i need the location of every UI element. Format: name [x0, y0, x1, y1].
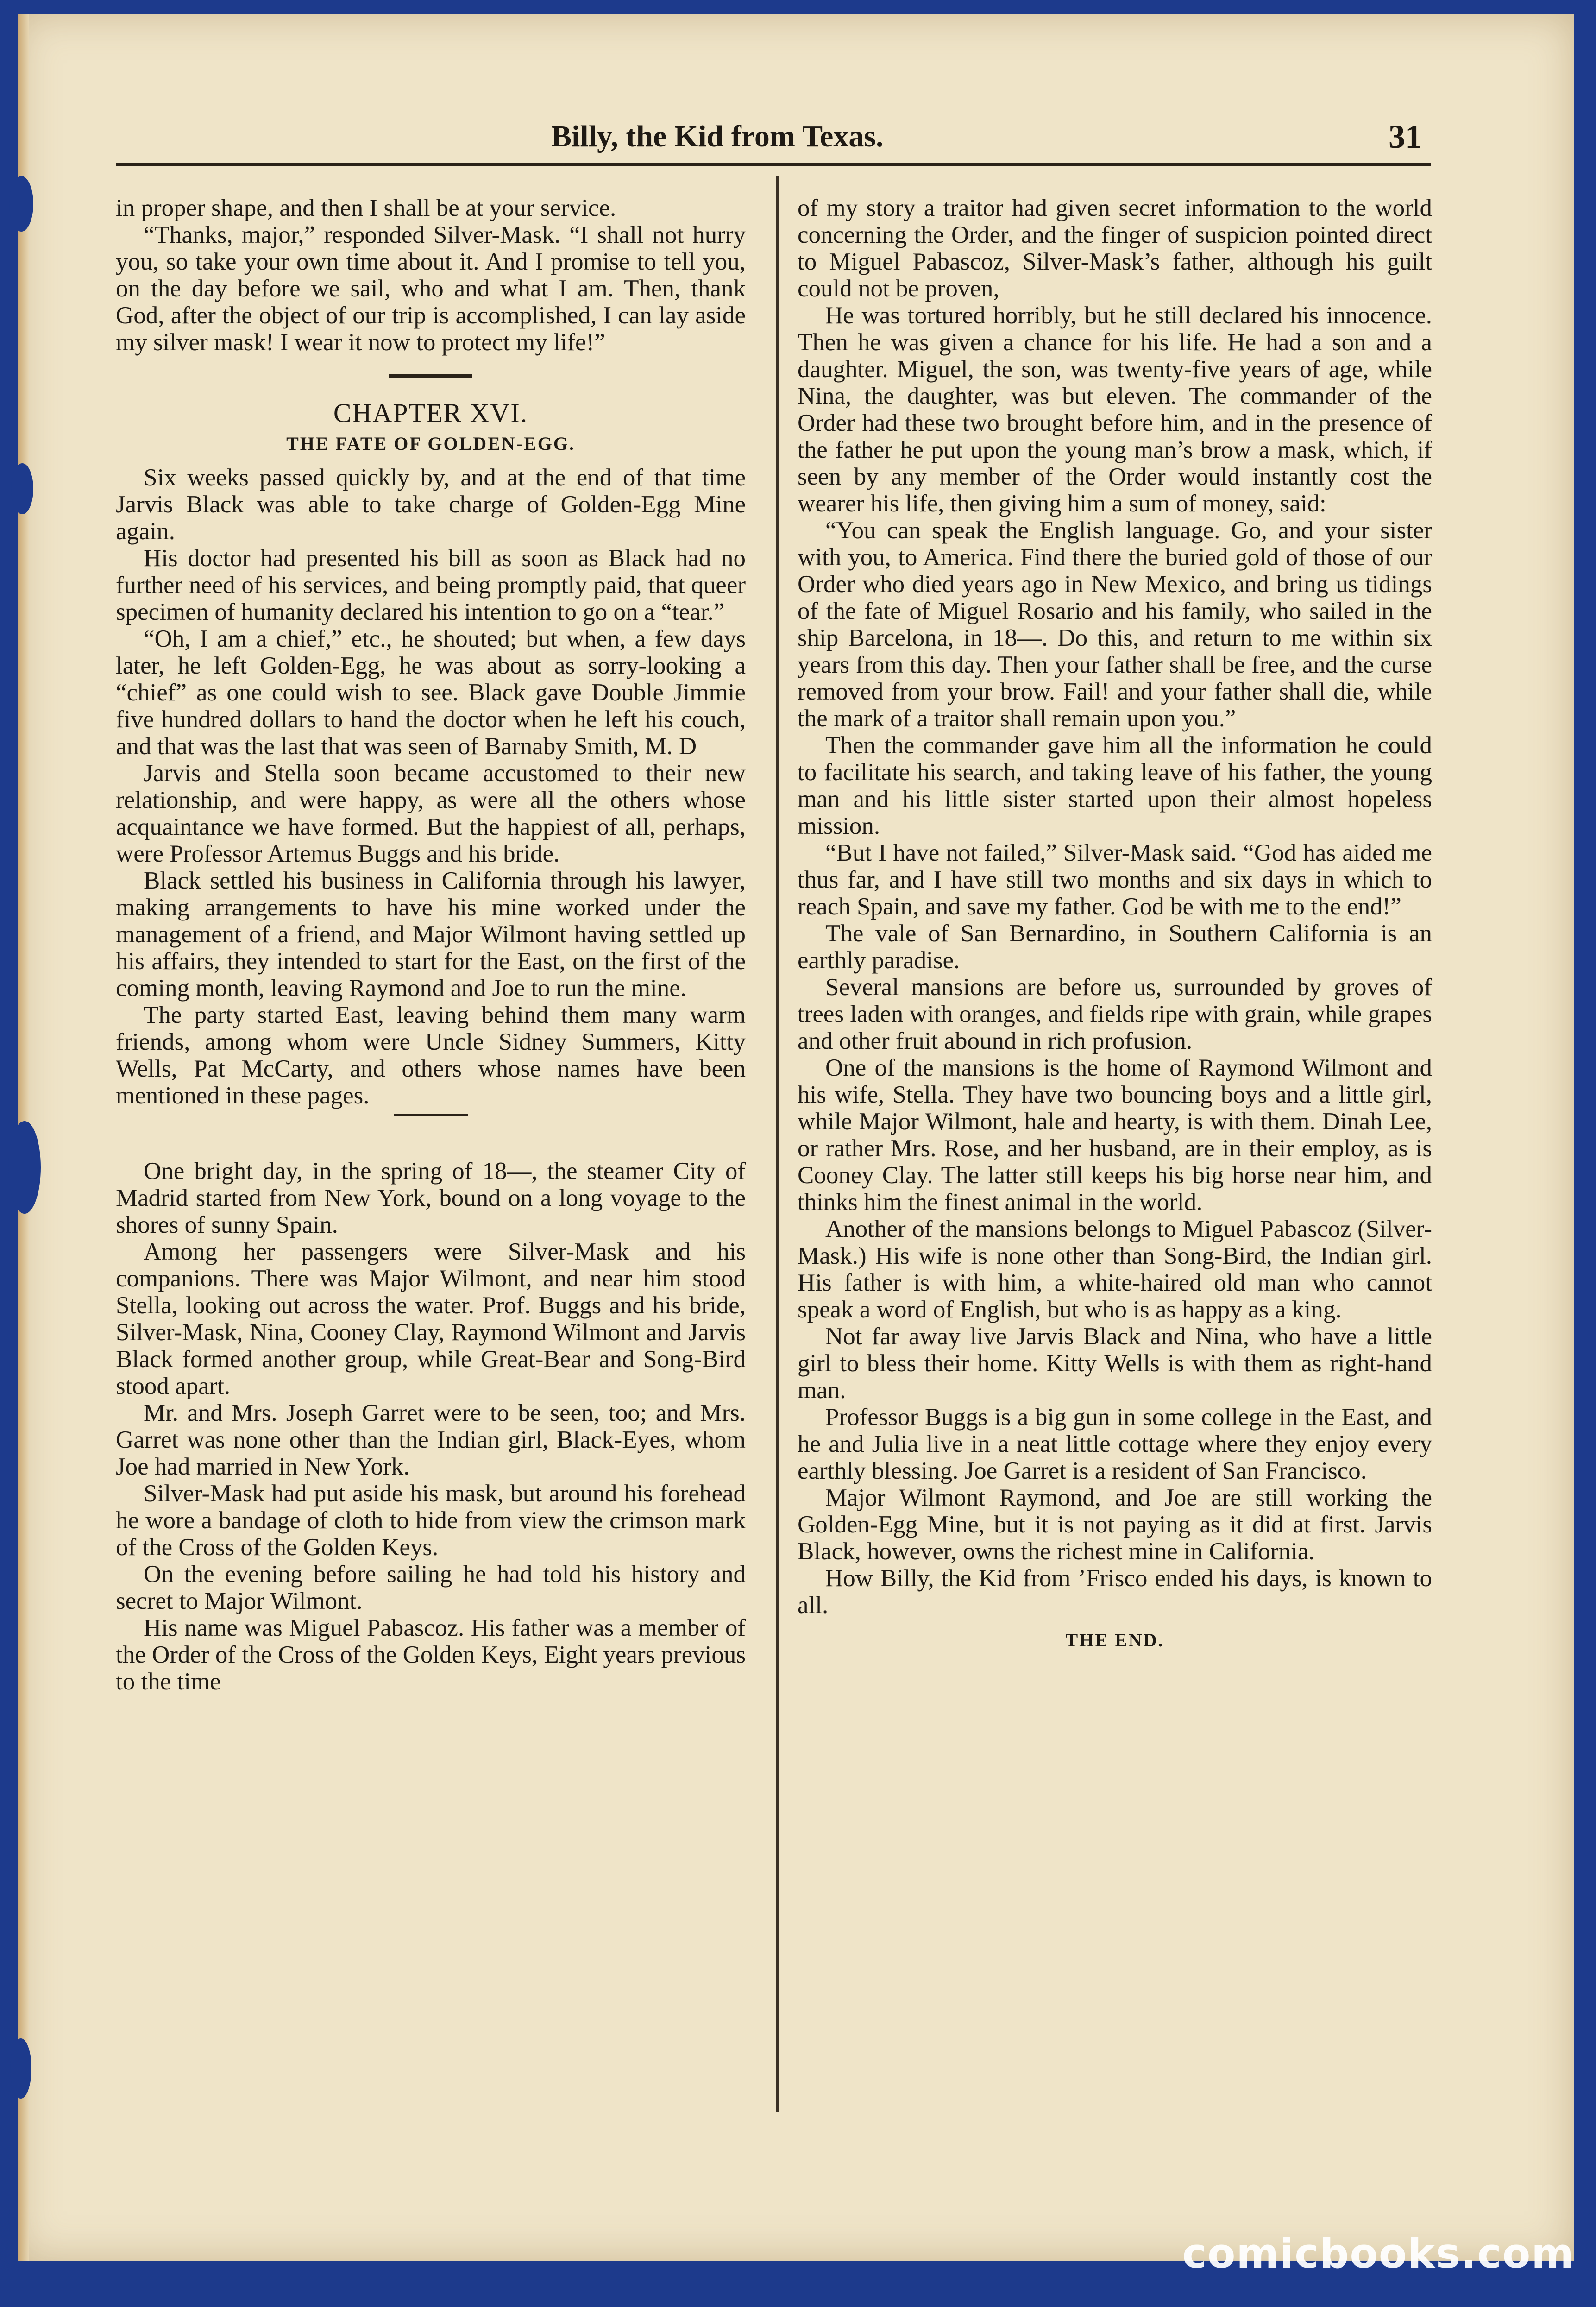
chapter-subtitle: THE FATE OF GOLDEN-EGG.	[286, 433, 575, 454]
running-header	[547, 111, 1422, 162]
scene-break-rule	[394, 1114, 468, 1116]
running-title: Billy, the Kid from Texas.	[551, 120, 884, 153]
paragraph: of my story a traitor had given secret information to the world concerning the Order, and the finger of suspicion pointed direct to Miguel Pabascoz, Silver-Mask’s father, although his guilt could not be proven,	[798, 195, 1432, 302]
paragraph: Black settled his business in California through his lawyer, making arrangements to have his mine worked under the management of a friend, and Major Wilmont having settled up his affairs, they intended to start for the East, on the first of the coming month, leaving Raymond and Joe to run the mine.	[116, 867, 746, 1002]
paragraph: The vale of San Bernardino, in Southern California is an earthly paradise.	[798, 920, 1432, 974]
paragraph: Six weeks passed quickly by, and at the end of that time Jarvis Black was able to take charge of Golden-Egg Mine again.	[116, 464, 746, 545]
paragraph: The party started East, leaving behind them many warm friends, among whom were Uncle Sidney Summers, Kitty Wells, Pat McCarty, and others whose names have been mentioned in these pages.	[116, 1002, 746, 1109]
paragraph: Silver-Mask had put aside his mask, but around his forehead he wore a bandage of cloth to hide from view the crimson mark of the Cross of the Golden Keys.	[116, 1480, 746, 1561]
paragraph: Major Wilmont Raymond, and Joe are still working the Golden-Egg Mine, but it is not paying as it did at first. Jarvis Black, however, owns the richest mine in California.	[798, 1484, 1432, 1565]
paragraph: Not far away live Jarvis Black and Nina, who have a little girl to bless their home. Kitty Wells is with them as right-hand man.	[798, 1323, 1432, 1404]
paragraph: One of the mansions is the home of Raymond Wilmont and his wife, Stella. They have two bouncing boys and a little girl, while Major Wilmont, hale and hearty, is with them. Dinah Lee, or rather Mrs. Rose, and her husband, are in their employ, as is Cooney Clay. The latter still keeps his big horse near him, and thinks him the finest animal in the world.	[798, 1054, 1432, 1216]
paragraph: “Oh, I am a chief,” etc., he shouted; but when, a few days later, he left Golden-Egg, he was about as sorry-looking a “chief” as one could wish to see. Black gave Double Jimmie five hundred dollars to hand the doctor when he left his couch, and that was the last that was seen of Barnaby Smith, M. D	[116, 625, 746, 760]
page-number: 31	[1389, 118, 1422, 155]
page-wear-left-1	[9, 176, 33, 232]
paragraph: in proper shape, and then I shall be at your service.	[116, 195, 616, 221]
page-wear-left-3	[8, 1121, 41, 1214]
paragraph: Professor Buggs is a big gun in some college in the East, and he and Julia live in a neat little cottage where they enjoy every earthly blessing. Joe Garret is a resident of San Francisco.	[798, 1404, 1432, 1484]
paragraph: Among her passengers were Silver-Mask and his companions. There was Major Wilmont, and near him stood Stella, looking out across the water. Prof. Buggs and his bride, Silver-Mask, Nina, Cooney Clay, Raymond Wilmont and Jarvis Black formed another group, while Great-Bear and Song-Bird stood apart.	[116, 1238, 746, 1399]
paragraph: “You can speak the English language. Go, and your sister with you, to America. Find there the buried gold of those of our Order who died years ago in New Mexico, and bring us tidings of the fate of Miguel Rosario and his family, who sailed in the ship Barcelona, in 18—. Do this, and return to me within six years from this day. Then your father shall be free, and the curse removed from your brow. Fail! and your father shall die, while the mark of a traitor shall remain upon you.”	[798, 517, 1432, 732]
paragraph: How Billy, the Kid from ’Frisco ended his days, is known to all.	[798, 1565, 1432, 1619]
paragraph: Then the commander gave him all the information he could to facilitate his search, and taking leave of his father, the young man and his little sister started upon their almost hopeless mission.	[798, 732, 1432, 839]
page-wear-left-2	[11, 463, 33, 514]
paragraph: He was tortured horribly, but he still declared his innocence. Then he was given a chance for his life. He had a son and a daughter. Miguel, the son, was twenty-five years of age, while Nina, the daughter, was but eleven. The commander of the Order had these two brought before him, and in the presence of the father he put upon the young man’s brow a mask, which, if seen by any member of the Order would instantly cost the wearer his life, then giving him a sum of money, said:	[798, 302, 1432, 517]
column-divider	[776, 176, 779, 2112]
paragraph: One bright day, in the spring of 18—, the steamer City of Madrid started from New York, bound on a long voyage to the shores of sunny Spain.	[116, 1158, 746, 1238]
paragraph: “Thanks, major,” responded Silver-Mask. “I shall not hurry you, so take your own time about it. And I promise to tell you, on the day before we sail, who and what I am. Then, thank God, after the object of our trip is accomplished, I can lay aside my silver mask! I wear it now to protect my life!”	[116, 221, 746, 356]
header-rule	[116, 163, 1431, 166]
paragraph: His doctor had presented his bill as soon as Black had no further need of his services, and being promptly paid, that queer specimen of humanity declared his intention to go on a “tear.”	[116, 545, 746, 625]
the-end-label: THE END.	[1065, 1630, 1164, 1651]
paragraph: Another of the mansions belongs to Miguel Pabascoz (Silver-Mask.) His wife is none other than Song-Bird, the Indian girl. His father is with him, a white-haired old man who cannot speak a word of English, but who is as happy as a king.	[798, 1216, 1432, 1323]
paragraph: Mr. and Mrs. Joseph Garret were to be seen, too; and Mrs. Garret was none other than the Indian girl, Black-Eyes, whom Joe had married in New York.	[116, 1399, 746, 1480]
paragraph: Jarvis and Stella soon became accustomed to their new relationship, and were happy, as were all the others whose acquaintance we have formed. But the happiest of all, perhaps, were Professor Artemus Buggs and his bride.	[116, 760, 746, 867]
page-wear-left-4	[10, 2038, 31, 2099]
paragraph: “But I have not failed,” Silver-Mask said. “God has aided me thus far, and I have still two months and six days in which to reach Spain, and save my father. God be with me to the end!”	[798, 839, 1432, 920]
section-rule	[389, 374, 472, 378]
chapter-title: CHAPTER XVI.	[333, 398, 528, 428]
right-column	[798, 195, 1432, 1654]
left-column	[116, 195, 746, 1695]
paragraph: Several mansions are before us, surrounded by groves of trees laden with oranges, and fields ripe with grain, while grapes and other fruit abound in rich profusion.	[798, 974, 1432, 1054]
paragraph: His name was Miguel Pabascoz. His father was a member of the Order of the Cross of the Golden Keys, Eight years previous to the time	[116, 1614, 746, 1695]
watermark-logo: comicbooks.com	[1182, 2230, 1575, 2277]
paragraph: On the evening before sailing he had told his history and secret to Major Wilmont.	[116, 1561, 746, 1614]
